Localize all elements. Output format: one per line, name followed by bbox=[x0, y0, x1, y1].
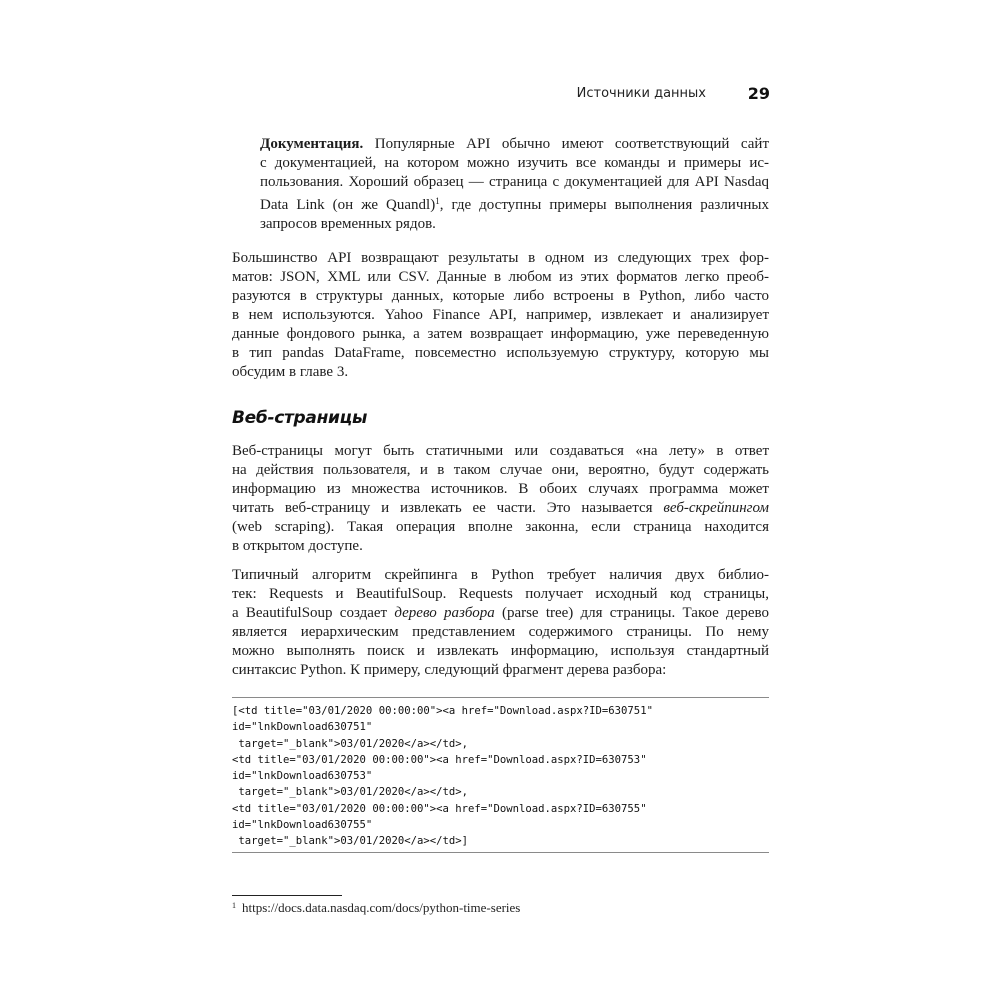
paragraph-line: информацию из множества источников. В обоих случаях программа может bbox=[232, 481, 769, 497]
paragraph-line: обсудим в главе 3. bbox=[232, 364, 349, 380]
note-line-text: Популярные API обычно имеют соответствующий сайт bbox=[363, 136, 769, 152]
code-line: id="lnkDownload630755" bbox=[232, 819, 373, 832]
note-line-text: , где доступны примеры выполнения различных bbox=[439, 197, 769, 213]
code-line: <td title="03/01/2020 00:00:00"><a href="Download.aspx?ID=630755" bbox=[232, 802, 647, 815]
documentation-note bbox=[260, 135, 769, 234]
code-line: [<td title="03/01/2020 00:00:00"><a href="Download.aspx?ID=630751" bbox=[232, 705, 653, 717]
code-line: target="_blank">03/01/2020</a></td>, bbox=[232, 737, 468, 750]
code-listing bbox=[232, 697, 769, 853]
paragraph-line: тек: Requests и BeautifulSoup. Requests получает исходный код страницы, bbox=[232, 586, 769, 602]
paragraph-line: в нем используются. Yahoo Finance API, например, извлекает и анализирует bbox=[232, 307, 769, 323]
paragraph-api-formats bbox=[232, 249, 769, 382]
paragraph-line: данные фондового рынка, а затем возвращает информацию, уже переведенную bbox=[232, 326, 769, 342]
paragraph-line: в тип pandas DataFrame, повсеместно используемую структуру, которую мы bbox=[232, 345, 769, 361]
page-number: 29 bbox=[747, 84, 770, 103]
paragraph-line: синтаксис Python. К примеру, следующий фрагмент дерева разбора: bbox=[232, 662, 667, 678]
paragraph-line: Веб-страницы могут быть статичными или создаваться «на лету» в ответ bbox=[232, 443, 769, 459]
running-head-section-title: Источники данных bbox=[576, 86, 706, 101]
footnote-reference: 1 bbox=[435, 196, 440, 206]
note-line: с документацией, на котором можно изучить все команды и примеры ис- bbox=[260, 155, 769, 171]
paragraph-line: разуются в структуры данных, которые либо встроены в Python, либо часто bbox=[232, 288, 769, 304]
footnote-marker: 1 bbox=[232, 901, 236, 910]
note-line bbox=[260, 135, 769, 154]
italic-term: веб-скрейпингом bbox=[663, 500, 769, 516]
paragraph-line: (web scraping). Такая операция вполне законна, если страница находится bbox=[232, 519, 769, 535]
running-head bbox=[560, 84, 770, 106]
paragraph-line: Большинство API возвращают результаты в одном из следующих трех фор- bbox=[232, 250, 769, 266]
section-heading: Веб-страницы bbox=[232, 408, 368, 428]
note-line bbox=[260, 192, 769, 215]
footnote bbox=[232, 900, 520, 916]
code-line: <td title="03/01/2020 00:00:00"><a href="Download.aspx?ID=630753" bbox=[232, 753, 647, 766]
paragraph-line: в открытом доступе. bbox=[232, 538, 363, 554]
footnote-url: https://docs.data.nasdaq.com/docs/python-time-series bbox=[242, 900, 521, 915]
code-line: id="lnkDownload630753" bbox=[232, 770, 373, 783]
paragraph-line: на действия пользователя, и в таком случае они, вероятно, будут содержать bbox=[232, 462, 769, 478]
paragraph-line bbox=[232, 499, 769, 518]
paragraph-line: является иерархическим представлением содержимого страницы. По нему bbox=[232, 624, 769, 640]
code-line: id="lnkDownload630751" bbox=[232, 721, 373, 734]
paragraph-line: матов: JSON, XML или CSV. Данные в любом из этих форматов легко преоб- bbox=[232, 269, 769, 285]
code-line: target="_blank">03/01/2020</a></td>, bbox=[232, 786, 468, 799]
italic-term: дерево разбора bbox=[394, 605, 495, 621]
paragraph-line-text: (parse tree) для страницы. Такое дерево bbox=[494, 605, 769, 621]
paragraph-scraping-algorithm bbox=[232, 566, 769, 680]
note-term: Документация. bbox=[260, 136, 364, 152]
paragraph-line-text: читать веб-страницу и извлекать ее части. Это называется bbox=[232, 500, 664, 516]
note-line-text: Data Link (он же Quandl) bbox=[260, 197, 436, 213]
paragraph-web-pages bbox=[232, 442, 769, 556]
note-line: запросов временных рядов. bbox=[260, 216, 436, 232]
footnote-divider bbox=[232, 895, 342, 896]
paragraph-line bbox=[232, 604, 769, 623]
paragraph-line-text: а BeautifulSoup создает bbox=[232, 605, 395, 621]
note-line: пользования. Хороший образец — страница с документацией для API Nasdaq bbox=[260, 174, 769, 190]
paragraph-line: можно выполнять поиск и извлекать информацию, используя стандартный bbox=[232, 643, 769, 659]
code-pre bbox=[232, 698, 769, 850]
paragraph-line: Типичный алгоритм скрейпинга в Python требует наличия двух библио- bbox=[232, 567, 769, 583]
code-line: target="_blank">03/01/2020</a></td>] bbox=[232, 835, 468, 848]
